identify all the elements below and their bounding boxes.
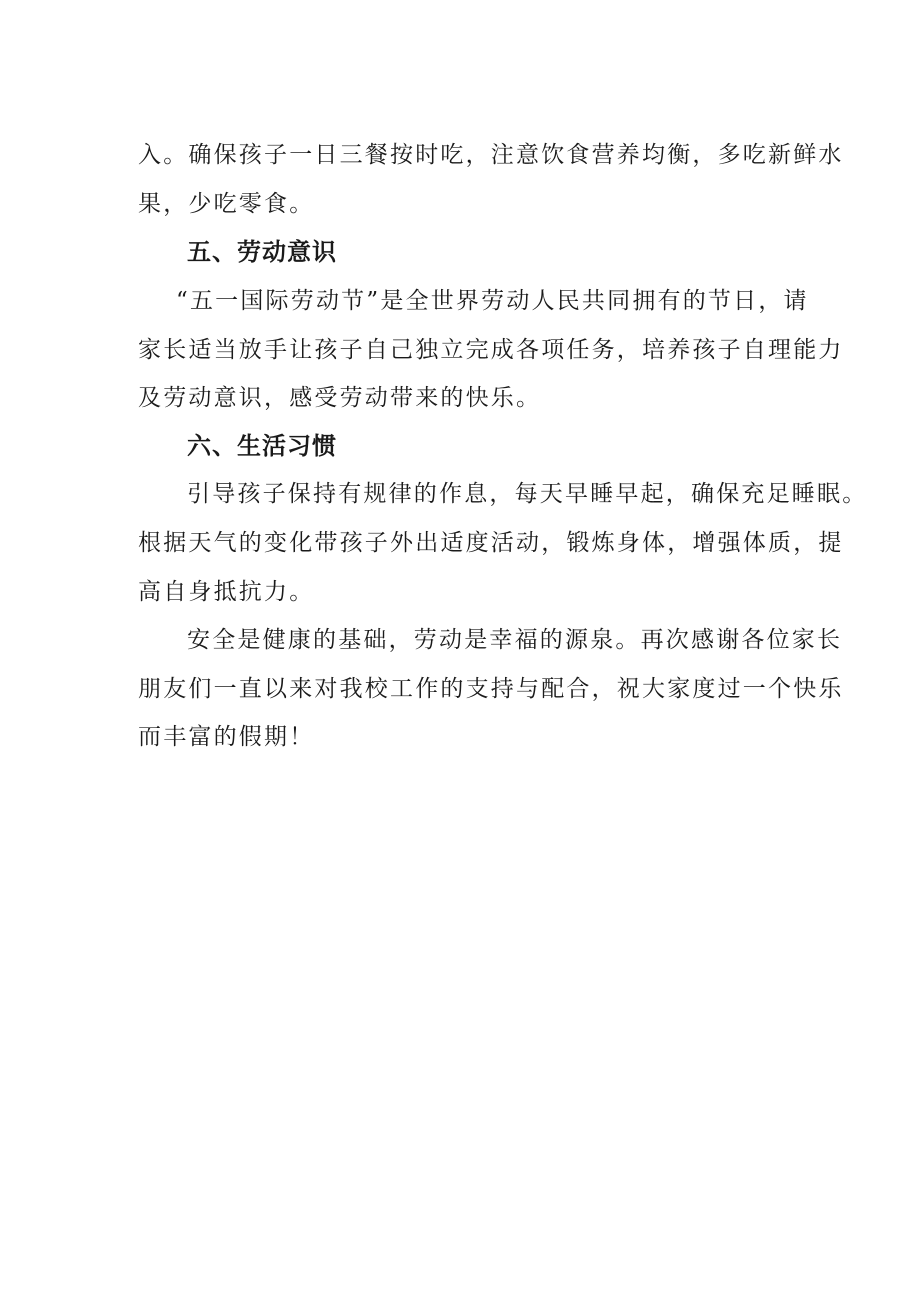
- paragraph-line: 家长适当放手让孩子自己独立完成各项任务，培养孩子自理能力: [138, 337, 844, 363]
- section-heading-labor: 五、劳动意识: [187, 238, 337, 266]
- paragraph-line: 安全是健康的基础，劳动是幸福的源泉。再次感谢各位家长: [187, 627, 843, 653]
- paragraph-line: 引导孩子保持有规律的作息，每天早睡早起，确保充足睡眠。: [187, 481, 868, 507]
- paragraph-line: 及劳动意识，感受劳动带来的快乐。: [138, 385, 542, 411]
- section-heading-habits: 六、生活习惯: [187, 432, 337, 460]
- paragraph-line: 高自身抵抗力。: [138, 579, 315, 605]
- paragraph-line: 入。确保孩子一日三餐按时吃，注意饮食营养均衡，多吃新鲜水: [138, 142, 844, 168]
- paragraph-line: 根据天气的变化带孩子外出适度活动，锻炼身体，增强体质，提: [138, 530, 844, 556]
- paragraph-line: 而丰富的假期！: [138, 724, 315, 750]
- paragraph-line: “五一国际劳动节”是全世界劳动人民共同拥有的节日，请: [176, 288, 809, 314]
- paragraph-line: 朋友们一直以来对我校工作的支持与配合，祝大家度过一个快乐: [138, 676, 844, 702]
- paragraph-line: 果，少吃零食。: [138, 191, 315, 217]
